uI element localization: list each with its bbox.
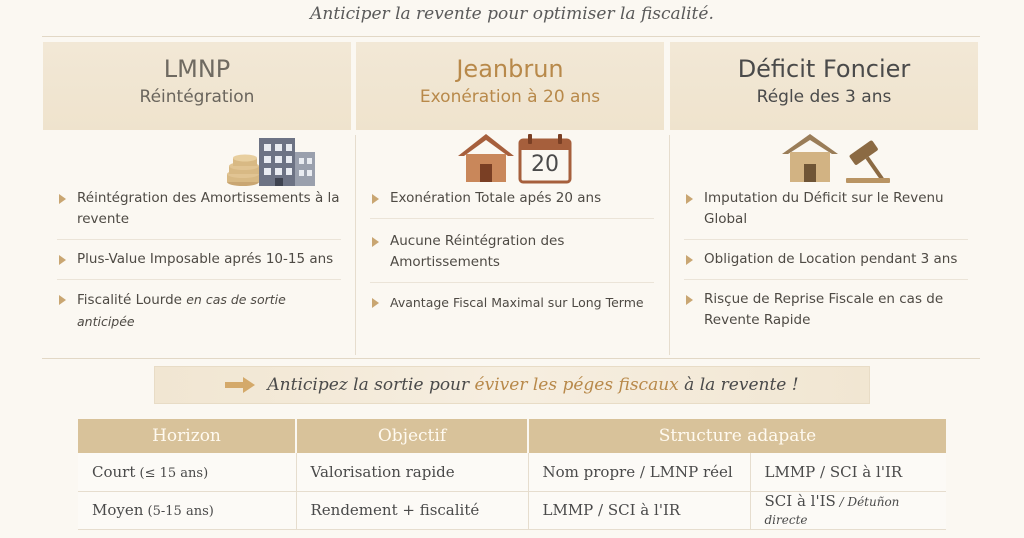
column-subtitle: Réintégration [139,87,255,107]
table-row [78,491,946,529]
banner-accent-text: éviver les péges fiscaux [474,375,679,395]
column-header [670,42,978,130]
banner-text: Anticipez la sortie pour [267,375,470,395]
table-header-horizon: Horizon [78,419,296,453]
building-coins-icon [225,134,317,190]
bullet-icon [686,255,693,265]
item-list [43,188,351,342]
list-item: Fiscalité Lourde en cas de sortie anticipée [57,289,341,342]
table-header-objectif: Objectif [296,419,528,453]
list-item: Risçue de Reprise Fiscale en cas de Revente Rapide [684,289,968,340]
item-list [356,188,664,323]
item-list [670,188,978,340]
table-cell: Rendement + fiscalité [296,491,528,529]
table-cell: SCI à l'IS / Détuñon directe [750,491,946,529]
page-title: Anticiper la revente pour optimiser la fiscalité. [310,4,714,24]
arrow-right-icon [225,377,255,393]
banner-text-end: à la revente ! [684,375,799,395]
table-cell: LMMP / SCI à l'IR [750,453,946,491]
column-header [43,42,351,130]
strategy-table [78,419,946,530]
bullet-icon [59,295,66,305]
column-title: Jeanbrun [456,55,564,83]
list-item: Avantage Fiscal Maximal sur Long Terme [370,292,654,323]
column-lmnp [43,42,351,351]
title-divider [42,36,980,37]
list-item: Obligation de Location pendant 3 ans [684,249,968,280]
list-item: Aucune Réintégration des Amortissements [370,231,654,283]
bullet-icon [372,194,379,204]
column-header [356,42,664,130]
bullet-icon [372,298,379,308]
table-header-structure: Structure adapate [528,419,946,453]
bullet-icon [372,237,379,247]
table-cell: Valorisation rapide [296,453,528,491]
bullet-icon [686,295,693,305]
section-divider [42,358,980,359]
list-item: Réintégration des Amortissements à la revente [57,188,341,240]
column-deficit-foncier [670,42,978,349]
table-row [78,453,946,491]
house-gavel-icon [780,132,898,186]
table-header-row [78,419,946,453]
callout-banner [154,366,870,404]
column-title: Déficit Foncier [737,55,911,83]
column-title: LMNP [163,55,231,83]
bullet-icon [686,194,693,204]
list-item: Imputation du Déficit sur le Revenu Global [684,188,968,240]
table-cell: Court (≤ 15 ans) [78,453,296,491]
column-subtitle: Exonération à 20 ans [419,87,601,107]
calendar-number: 20 [531,152,559,177]
list-item: Plus-Value Imposable aprés 10-15 ans [57,249,341,280]
table-cell: Nom propre / LMNP réel [528,453,750,491]
table-cell: LMMP / SCI à l'IR [528,491,750,529]
list-item: Exonération Totale apés 20 ans [370,188,654,219]
column-jeanbrun [356,42,664,332]
table-cell: Moyen (5-15 ans) [78,491,296,529]
bullet-icon [59,194,66,204]
column-subtitle: Régle des 3 ans [756,87,892,107]
bullet-icon [59,255,66,265]
